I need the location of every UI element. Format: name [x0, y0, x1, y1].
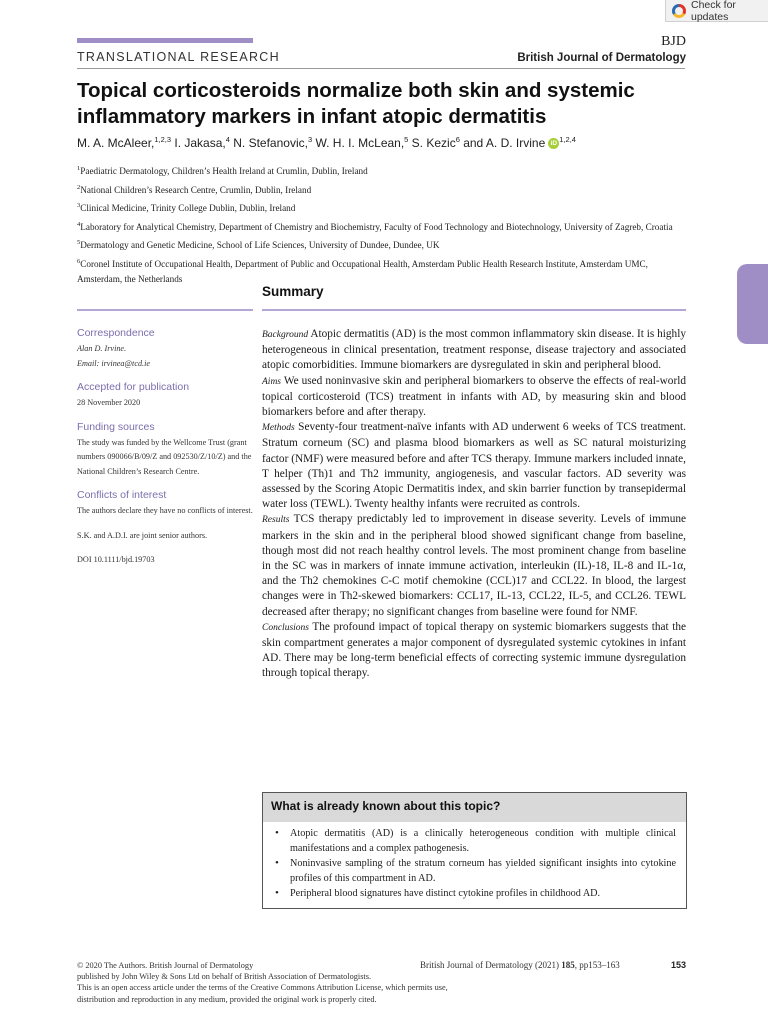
section-label: TRANSLATIONAL RESEARCH	[77, 50, 280, 64]
doi-text[interactable]: DOI 10.1111/bjd.19703	[77, 555, 155, 564]
footer-journal-name: British Journal of Dermatology (2021)	[420, 960, 562, 970]
abstract-text: TCS therapy predictably led to improvement in disease severity. Levels of immune markers in the skin and in the peripheral blood showed significant change from baseline, though most did not reach healthy control levels. The most prominent change from baseline in the SC was in markers of innate immune activation, interleukin (IL)-18, IL-8 and IL-1α, and the Th2 chemokines C-C motif chemokine (CCL)17 and CCL22. In blood, the largest changes were in Th2-skewed biomarkers: CCL17, IL-13, CCL22, IL-5, and CCL26. TEWL decreased after therapy; no significant changes from baseline were found for NMF.	[262, 513, 687, 618]
abstract-aims	[262, 374, 686, 421]
accepted-block	[77, 381, 253, 411]
what-is-known-list	[263, 822, 686, 901]
joint-authors-text: S.K. and A.D.I. are joint senior authors.	[77, 530, 208, 540]
affiliation-text: Paediatric Dermatology, Children’s Health Ireland at Crumlin, Dublin, Ireland	[80, 166, 368, 177]
author-affiliation-ref: 1,2,3	[154, 135, 172, 144]
footer-journal-pages: , pp153–163	[574, 960, 620, 970]
footer-journal-reference	[420, 960, 620, 970]
what-is-known-box	[262, 792, 687, 909]
journal-abbreviation: BJD	[661, 34, 686, 49]
funding-text: The study was funded by the Wellcome Trust (grant numbers 090066/B/09/Z and 092530/Z/10/Z) and the National Children’s Research Centre.	[77, 437, 252, 476]
orcid-icon[interactable]: iD	[548, 138, 559, 149]
list-item: • Peripheral blood signatures have distinct cytokine profiles in childhood AD.	[273, 886, 676, 901]
abstract-label: Results	[262, 515, 290, 526]
correspondence-block	[77, 327, 253, 371]
affiliation-item	[77, 217, 689, 236]
side-tab	[737, 264, 768, 344]
author-name: W. H. I. McLean,	[312, 136, 405, 150]
abstract-background	[262, 327, 686, 374]
footer-line: This is an open access article under the terms of the Creative Commons Attribution License, which permits use,	[77, 983, 448, 993]
affiliation-item	[77, 198, 689, 217]
affiliation-list	[77, 161, 689, 288]
sidebar-rule	[77, 309, 253, 311]
summary-heading: Summary	[262, 284, 324, 299]
affiliation-number: 3	[77, 202, 81, 210]
correspondence-name: Alan D. Irvine.	[77, 344, 127, 353]
abstract-label: Methods	[262, 423, 295, 434]
affiliation-item	[77, 254, 689, 288]
affiliation-number: 2	[77, 183, 81, 191]
funding-block	[77, 421, 253, 480]
footer-line: published by John Wiley & Sons Ltd on behalf of British Association of Dermatologists.	[77, 972, 372, 982]
affiliation-text: Laboratory for Analytical Chemistry, Department of Chemistry and Biochemistry, Faculty of Food Technology and Biotechnology, University of Zagreb, Croatia	[80, 221, 673, 232]
affiliation-text: National Children’s Research Centre, Crumlin, Dublin, Ireland	[80, 184, 312, 195]
author-name: N. Stefanovic,	[229, 136, 308, 150]
journal-name: British Journal of Dermatology	[517, 52, 686, 64]
accepted-heading: Accepted for publication	[77, 381, 190, 393]
doi-block	[77, 553, 253, 568]
affiliation-number: 1	[77, 165, 81, 172]
what-is-known-heading: What is already known about this topic?	[263, 793, 686, 822]
page-number: 153	[670, 960, 686, 970]
summary-rule	[262, 309, 686, 311]
abstract-text: The profound impact of topical therapy on systemic biomarkers suggests that the skin compartment generates a major component of dysregulated systemic cytokines in infant AD. There may be long-term beneficial effects of correcting systemic immune dysregulation through topical therapy.	[262, 620, 686, 680]
affiliation-text: Dermatology and Genetic Medicine, School of Life Sciences, University of Dundee, Dundee, UK	[80, 240, 440, 251]
conflicts-heading: Conflicts of interest	[77, 489, 167, 501]
article-sidebar	[77, 327, 253, 578]
affiliation-number: 4	[77, 220, 81, 228]
correspondence-email[interactable]: Email: irvinea@tcd.ie	[77, 358, 151, 368]
funding-heading: Funding sources	[77, 420, 155, 433]
header-rule	[77, 68, 685, 69]
conflicts-text: The authors declare they have no conflicts of interest.	[77, 506, 253, 515]
footer-line: © 2020 The Authors. British Journal of Dermatology	[77, 961, 254, 970]
author-name: I. Jakasa,	[171, 136, 226, 150]
affiliation-item	[77, 235, 689, 254]
author-name: and A. D. Irvine	[459, 136, 546, 150]
conflicts-block	[77, 489, 253, 519]
summary-abstract	[262, 327, 686, 682]
footer-journal-volume: 185	[561, 960, 575, 970]
author-list	[77, 135, 697, 150]
affiliation-text: Coronel Institute of Occupational Health, Department of Public and Occupational Health, Amsterdam Public Health Research Institute, Amsterdam UMC, Amsterdam, the Netherlands	[77, 258, 648, 285]
abstract-results	[262, 512, 686, 619]
header-accent-bar	[77, 38, 253, 43]
affiliation-item	[77, 180, 689, 199]
list-item: • Noninvasive sampling of the stratum corneum has yielded significant insights into cytokine profiles of this compartment in AD.	[273, 856, 676, 886]
author-name: S. Kezic	[408, 136, 456, 150]
abstract-methods	[262, 420, 686, 512]
affiliation-item	[77, 161, 689, 180]
abstract-label: Conclusions	[262, 622, 309, 633]
check-for-updates-label: Check for updates	[691, 0, 736, 23]
abstract-label: Background	[262, 330, 309, 340]
author-affiliation-ref: 4	[225, 135, 230, 144]
list-item: • Atopic dermatitis (AD) is a clinically heterogeneous condition with multiple clinical manifestations and a complex pathogenesis.	[273, 826, 676, 856]
check-for-updates-button[interactable]	[665, 0, 768, 22]
accepted-date: 28 November 2020	[77, 398, 141, 407]
author-affiliation-ref: 3	[307, 135, 313, 144]
abstract-text: We used noninvasive skin and peripheral biomarkers to observe the effects of real-world topical corticosteroid (TCS) treatment in infants with AD, by measuring skin and blood biomarkers before and after therapy.	[262, 374, 686, 419]
author-affiliation-ref: 6	[455, 135, 460, 144]
affiliation-text: Clinical Medicine, Trinity College Dublin, Dublin, Ireland	[80, 203, 296, 214]
abstract-label: Aims	[262, 376, 281, 387]
author-affiliation-ref: 5	[404, 135, 409, 144]
affiliation-number: 5	[77, 239, 81, 247]
author-name: M. A. McAleer,	[77, 136, 155, 150]
crossmark-icon	[672, 4, 686, 18]
footer-line: distribution and reproduction in any medium, provided the original work is properly cited.	[77, 994, 377, 1004]
abstract-text: Seventy-four treatment-naïve infants with AD underwent 6 weeks of TCS treatment. Stratum corneum (SC) and plasma blood biomarkers as well as SC natural moisturizing factor (NMF) were measured before and after TCS therapy. Immune markers included innate, T helper (Th)1 and Th2 immunity, angiogenesis, and vascular factors. AD severity was assessed by the Scoring Atopic Dermatitis index, and skin barrier function by transepidermal water loss (TEWL). Twenty healthy infants were recruited as controls.	[262, 421, 686, 511]
joint-authors-note	[77, 529, 253, 544]
abstract-text: Atopic dermatitis (AD) is the most common inflammatory skin disease. It is highly heterogeneous in clinical presentation, treatment response, disease trajectory and associated atopic comorbidities. Immune biomarkers are dysregulated in skin and peripheral blood.	[262, 328, 686, 372]
affiliation-number: 6	[77, 257, 81, 265]
author-affiliation-ref: 1,2,4	[559, 135, 576, 144]
correspondence-heading: Correspondence	[77, 327, 155, 339]
article-title: Topical corticosteroids normalize both skin and systemic inflammatory markers in infant atopic dermatitis	[77, 79, 635, 128]
abstract-conclusions	[262, 620, 686, 682]
